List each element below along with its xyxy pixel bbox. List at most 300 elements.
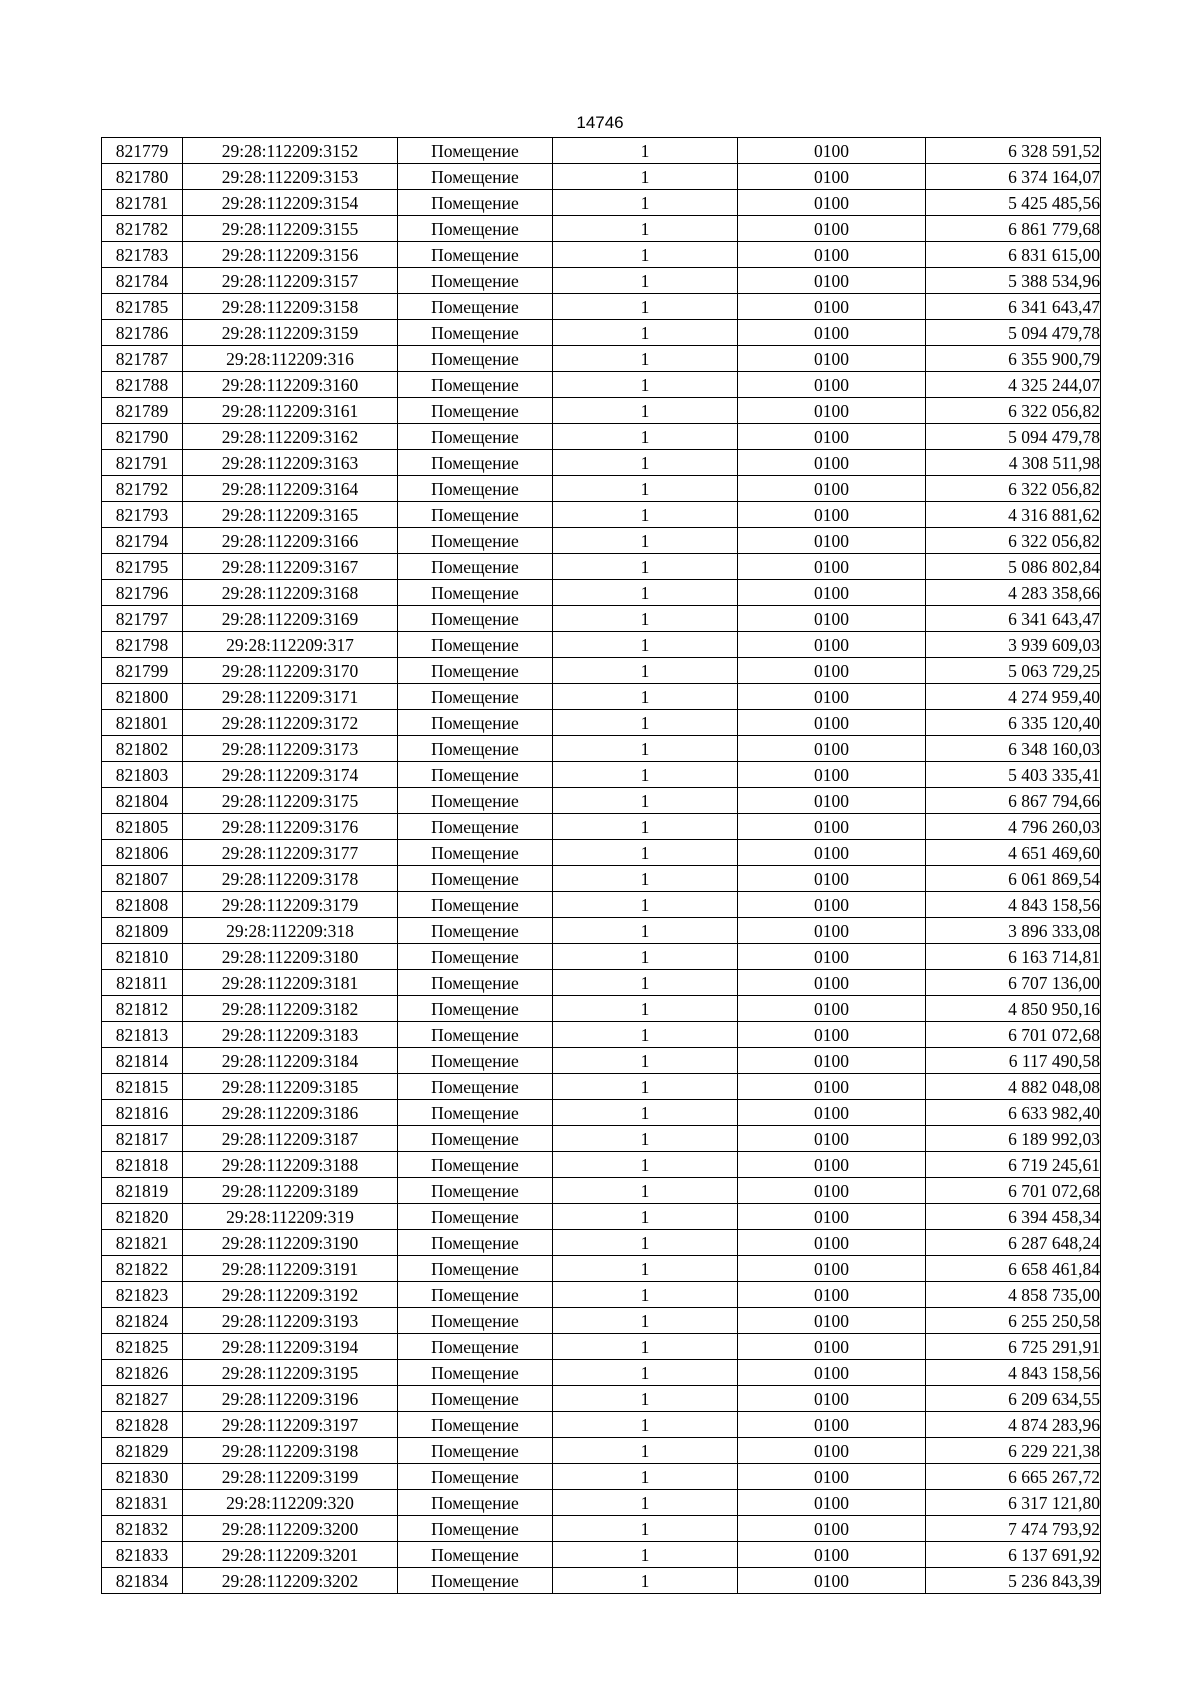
value-cell: 6 341 643,47 — [926, 606, 1101, 632]
code-cell: 0100 — [738, 996, 926, 1022]
cadastral-number-cell: 29:28:112209:3169 — [183, 606, 398, 632]
cadastral-number-cell: 29:28:112209:3195 — [183, 1360, 398, 1386]
row-number-cell: 821830 — [102, 1464, 183, 1490]
table-row — [102, 1568, 1101, 1594]
row-number-cell: 821803 — [102, 762, 183, 788]
value-cell: 6 701 072,68 — [926, 1178, 1101, 1204]
cadastral-number-cell: 29:28:112209:3189 — [183, 1178, 398, 1204]
value-cell: 6 287 648,24 — [926, 1230, 1101, 1256]
table-row — [102, 450, 1101, 476]
cadastral-number-cell: 29:28:112209:3177 — [183, 840, 398, 866]
row-number-cell: 821799 — [102, 658, 183, 684]
row-number-cell: 821780 — [102, 164, 183, 190]
row-number-cell: 821825 — [102, 1334, 183, 1360]
object-type-cell: Помещение — [398, 1542, 553, 1568]
value-cell: 6 322 056,82 — [926, 528, 1101, 554]
object-type-cell: Помещение — [398, 1282, 553, 1308]
quantity-cell: 1 — [553, 736, 738, 762]
code-cell: 0100 — [738, 216, 926, 242]
table-row — [102, 554, 1101, 580]
quantity-cell: 1 — [553, 580, 738, 606]
row-number-cell: 821821 — [102, 1230, 183, 1256]
object-type-cell: Помещение — [398, 1308, 553, 1334]
code-cell: 0100 — [738, 346, 926, 372]
cadastral-number-cell: 29:28:112209:3166 — [183, 528, 398, 554]
quantity-cell: 1 — [553, 684, 738, 710]
object-type-cell: Помещение — [398, 268, 553, 294]
table-row — [102, 1100, 1101, 1126]
value-cell: 5 094 479,78 — [926, 320, 1101, 346]
row-number-cell: 821796 — [102, 580, 183, 606]
row-number-cell: 821813 — [102, 1022, 183, 1048]
registry-table-body — [102, 138, 1101, 1594]
quantity-cell: 1 — [553, 996, 738, 1022]
code-cell: 0100 — [738, 580, 926, 606]
quantity-cell: 1 — [553, 528, 738, 554]
value-cell: 6 633 982,40 — [926, 1100, 1101, 1126]
row-number-cell: 821806 — [102, 840, 183, 866]
value-cell: 5 086 802,84 — [926, 554, 1101, 580]
object-type-cell: Помещение — [398, 450, 553, 476]
table-row — [102, 658, 1101, 684]
code-cell: 0100 — [738, 502, 926, 528]
object-type-cell: Помещение — [398, 1568, 553, 1594]
value-cell: 6 701 072,68 — [926, 1022, 1101, 1048]
code-cell: 0100 — [738, 762, 926, 788]
row-number-cell: 821788 — [102, 372, 183, 398]
quantity-cell: 1 — [553, 710, 738, 736]
table-row — [102, 528, 1101, 554]
value-cell: 7 474 793,92 — [926, 1516, 1101, 1542]
code-cell: 0100 — [738, 892, 926, 918]
table-row — [102, 684, 1101, 710]
object-type-cell: Помещение — [398, 710, 553, 736]
cadastral-number-cell: 29:28:112209:3200 — [183, 1516, 398, 1542]
quantity-cell: 1 — [553, 814, 738, 840]
value-cell: 4 843 158,56 — [926, 892, 1101, 918]
code-cell: 0100 — [738, 684, 926, 710]
code-cell: 0100 — [738, 1438, 926, 1464]
row-number-cell: 821805 — [102, 814, 183, 840]
quantity-cell: 1 — [553, 554, 738, 580]
object-type-cell: Помещение — [398, 762, 553, 788]
row-number-cell: 821790 — [102, 424, 183, 450]
cadastral-number-cell: 29:28:112209:3158 — [183, 294, 398, 320]
row-number-cell: 821828 — [102, 1412, 183, 1438]
value-cell: 6 163 714,81 — [926, 944, 1101, 970]
code-cell: 0100 — [738, 1334, 926, 1360]
quantity-cell: 1 — [553, 632, 738, 658]
cadastral-number-cell: 29:28:112209:3153 — [183, 164, 398, 190]
row-number-cell: 821793 — [102, 502, 183, 528]
table-row — [102, 502, 1101, 528]
table-row — [102, 1022, 1101, 1048]
code-cell: 0100 — [738, 1204, 926, 1230]
object-type-cell: Помещение — [398, 1100, 553, 1126]
code-cell: 0100 — [738, 788, 926, 814]
row-number-cell: 821782 — [102, 216, 183, 242]
value-cell: 6 394 458,34 — [926, 1204, 1101, 1230]
table-row — [102, 1048, 1101, 1074]
cadastral-number-cell: 29:28:112209:3187 — [183, 1126, 398, 1152]
table-row — [102, 268, 1101, 294]
value-cell: 6 374 164,07 — [926, 164, 1101, 190]
quantity-cell: 1 — [553, 424, 738, 450]
row-number-cell: 821823 — [102, 1282, 183, 1308]
cadastral-number-cell: 29:28:112209:3155 — [183, 216, 398, 242]
cadastral-number-cell: 29:28:112209:317 — [183, 632, 398, 658]
quantity-cell: 1 — [553, 1386, 738, 1412]
cadastral-number-cell: 29:28:112209:3154 — [183, 190, 398, 216]
row-number-cell: 821826 — [102, 1360, 183, 1386]
cadastral-number-cell: 29:28:112209:3168 — [183, 580, 398, 606]
row-number-cell: 821804 — [102, 788, 183, 814]
table-row — [102, 1360, 1101, 1386]
table-row — [102, 1516, 1101, 1542]
cadastral-number-cell: 29:28:112209:3182 — [183, 996, 398, 1022]
quantity-cell: 1 — [553, 190, 738, 216]
object-type-cell: Помещение — [398, 372, 553, 398]
code-cell: 0100 — [738, 606, 926, 632]
table-row — [102, 294, 1101, 320]
table-row — [102, 1386, 1101, 1412]
object-type-cell: Помещение — [398, 1126, 553, 1152]
value-cell: 5 388 534,96 — [926, 268, 1101, 294]
cadastral-number-cell: 29:28:112209:3188 — [183, 1152, 398, 1178]
cadastral-number-cell: 29:28:112209:3178 — [183, 866, 398, 892]
row-number-cell: 821795 — [102, 554, 183, 580]
object-type-cell: Помещение — [398, 294, 553, 320]
value-cell: 4 283 358,66 — [926, 580, 1101, 606]
object-type-cell: Помещение — [398, 502, 553, 528]
cadastral-number-cell: 29:28:112209:3171 — [183, 684, 398, 710]
object-type-cell: Помещение — [398, 398, 553, 424]
value-cell: 3 896 333,08 — [926, 918, 1101, 944]
quantity-cell: 1 — [553, 866, 738, 892]
cadastral-number-cell: 29:28:112209:3156 — [183, 242, 398, 268]
quantity-cell: 1 — [553, 944, 738, 970]
row-number-cell: 821785 — [102, 294, 183, 320]
cadastral-number-cell: 29:28:112209:316 — [183, 346, 398, 372]
object-type-cell: Помещение — [398, 918, 553, 944]
value-cell: 6 255 250,58 — [926, 1308, 1101, 1334]
table-row — [102, 996, 1101, 1022]
quantity-cell: 1 — [553, 1334, 738, 1360]
table-row — [102, 1204, 1101, 1230]
quantity-cell: 1 — [553, 788, 738, 814]
quantity-cell: 1 — [553, 294, 738, 320]
table-row — [102, 476, 1101, 502]
code-cell: 0100 — [738, 1412, 926, 1438]
code-cell: 0100 — [738, 632, 926, 658]
quantity-cell: 1 — [553, 1230, 738, 1256]
value-cell: 6 061 869,54 — [926, 866, 1101, 892]
quantity-cell: 1 — [553, 1048, 738, 1074]
value-cell: 4 651 469,60 — [926, 840, 1101, 866]
quantity-cell: 1 — [553, 1568, 738, 1594]
object-type-cell: Помещение — [398, 606, 553, 632]
cadastral-number-cell: 29:28:112209:3190 — [183, 1230, 398, 1256]
object-type-cell: Помещение — [398, 632, 553, 658]
cadastral-number-cell: 29:28:112209:320 — [183, 1490, 398, 1516]
quantity-cell: 1 — [553, 762, 738, 788]
value-cell: 4 316 881,62 — [926, 502, 1101, 528]
quantity-cell: 1 — [553, 1438, 738, 1464]
cadastral-number-cell: 29:28:112209:3191 — [183, 1256, 398, 1282]
code-cell: 0100 — [738, 476, 926, 502]
quantity-cell: 1 — [553, 1022, 738, 1048]
quantity-cell: 1 — [553, 372, 738, 398]
cadastral-number-cell: 29:28:112209:3194 — [183, 1334, 398, 1360]
quantity-cell: 1 — [553, 1516, 738, 1542]
code-cell: 0100 — [738, 1152, 926, 1178]
object-type-cell: Помещение — [398, 788, 553, 814]
value-cell: 4 796 260,03 — [926, 814, 1101, 840]
quantity-cell: 1 — [553, 320, 738, 346]
cadastral-number-cell: 29:28:112209:3192 — [183, 1282, 398, 1308]
code-cell: 0100 — [738, 1022, 926, 1048]
table-row — [102, 164, 1101, 190]
cadastral-number-cell: 29:28:112209:3162 — [183, 424, 398, 450]
quantity-cell: 1 — [553, 476, 738, 502]
code-cell: 0100 — [738, 164, 926, 190]
row-number-cell: 821783 — [102, 242, 183, 268]
value-cell: 4 850 950,16 — [926, 996, 1101, 1022]
value-cell: 5 425 485,56 — [926, 190, 1101, 216]
table-row — [102, 216, 1101, 242]
value-cell: 6 328 591,52 — [926, 138, 1101, 164]
table-row — [102, 632, 1101, 658]
cadastral-number-cell: 29:28:112209:3183 — [183, 1022, 398, 1048]
object-type-cell: Помещение — [398, 216, 553, 242]
object-type-cell: Помещение — [398, 1464, 553, 1490]
table-row — [102, 1308, 1101, 1334]
quantity-cell: 1 — [553, 1282, 738, 1308]
row-number-cell: 821834 — [102, 1568, 183, 1594]
code-cell: 0100 — [738, 918, 926, 944]
quantity-cell: 1 — [553, 1464, 738, 1490]
quantity-cell: 1 — [553, 346, 738, 372]
code-cell: 0100 — [738, 294, 926, 320]
table-row — [102, 242, 1101, 268]
object-type-cell: Помещение — [398, 164, 553, 190]
cadastral-number-cell: 29:28:112209:3180 — [183, 944, 398, 970]
quantity-cell: 1 — [553, 892, 738, 918]
table-row — [102, 1152, 1101, 1178]
row-number-cell: 821812 — [102, 996, 183, 1022]
value-cell: 5 063 729,25 — [926, 658, 1101, 684]
code-cell: 0100 — [738, 658, 926, 684]
quantity-cell: 1 — [553, 1256, 738, 1282]
cadastral-number-cell: 29:28:112209:3170 — [183, 658, 398, 684]
value-cell: 6 725 291,91 — [926, 1334, 1101, 1360]
table-row — [102, 1334, 1101, 1360]
code-cell: 0100 — [738, 710, 926, 736]
value-cell: 5 403 335,41 — [926, 762, 1101, 788]
value-cell: 6 322 056,82 — [926, 398, 1101, 424]
value-cell: 4 882 048,08 — [926, 1074, 1101, 1100]
value-cell: 4 308 511,98 — [926, 450, 1101, 476]
code-cell: 0100 — [738, 1074, 926, 1100]
quantity-cell: 1 — [553, 918, 738, 944]
cadastral-number-cell: 29:28:112209:3179 — [183, 892, 398, 918]
code-cell: 0100 — [738, 1126, 926, 1152]
row-number-cell: 821798 — [102, 632, 183, 658]
code-cell: 0100 — [738, 866, 926, 892]
value-cell: 6 719 245,61 — [926, 1152, 1101, 1178]
code-cell: 0100 — [738, 1256, 926, 1282]
cadastral-number-cell: 29:28:112209:3159 — [183, 320, 398, 346]
quantity-cell: 1 — [553, 840, 738, 866]
object-type-cell: Помещение — [398, 1230, 553, 1256]
value-cell: 5 236 843,39 — [926, 1568, 1101, 1594]
row-number-cell: 821784 — [102, 268, 183, 294]
table-row — [102, 190, 1101, 216]
quantity-cell: 1 — [553, 606, 738, 632]
table-row — [102, 1256, 1101, 1282]
cadastral-number-cell: 29:28:112209:3184 — [183, 1048, 398, 1074]
code-cell: 0100 — [738, 424, 926, 450]
object-type-cell: Помещение — [398, 736, 553, 762]
code-cell: 0100 — [738, 970, 926, 996]
table-row — [102, 372, 1101, 398]
object-type-cell: Помещение — [398, 996, 553, 1022]
cadastral-number-cell: 29:28:112209:3172 — [183, 710, 398, 736]
code-cell: 0100 — [738, 1464, 926, 1490]
row-number-cell: 821791 — [102, 450, 183, 476]
object-type-cell: Помещение — [398, 424, 553, 450]
cadastral-number-cell: 29:28:112209:3176 — [183, 814, 398, 840]
value-cell: 6 189 992,03 — [926, 1126, 1101, 1152]
code-cell: 0100 — [738, 1360, 926, 1386]
table-row — [102, 1126, 1101, 1152]
code-cell: 0100 — [738, 1516, 926, 1542]
cadastral-number-cell: 29:28:112209:3202 — [183, 1568, 398, 1594]
row-number-cell: 821797 — [102, 606, 183, 632]
table-row — [102, 970, 1101, 996]
object-type-cell: Помещение — [398, 658, 553, 684]
cadastral-number-cell: 29:28:112209:3160 — [183, 372, 398, 398]
value-cell: 4 274 959,40 — [926, 684, 1101, 710]
quantity-cell: 1 — [553, 450, 738, 476]
code-cell: 0100 — [738, 1230, 926, 1256]
cadastral-number-cell: 29:28:112209:3157 — [183, 268, 398, 294]
page-number: 14746 — [576, 113, 624, 132]
cadastral-number-cell: 29:28:112209:319 — [183, 1204, 398, 1230]
registry-table — [101, 137, 1101, 1594]
row-number-cell: 821822 — [102, 1256, 183, 1282]
value-cell: 6 831 615,00 — [926, 242, 1101, 268]
quantity-cell: 1 — [553, 1204, 738, 1230]
value-cell: 6 322 056,82 — [926, 476, 1101, 502]
row-number-cell: 821832 — [102, 1516, 183, 1542]
value-cell: 6 665 267,72 — [926, 1464, 1101, 1490]
value-cell: 6 341 643,47 — [926, 294, 1101, 320]
cadastral-number-cell: 29:28:112209:3152 — [183, 138, 398, 164]
object-type-cell: Помещение — [398, 346, 553, 372]
row-number-cell: 821801 — [102, 710, 183, 736]
row-number-cell: 821815 — [102, 1074, 183, 1100]
table-row — [102, 424, 1101, 450]
quantity-cell: 1 — [553, 658, 738, 684]
quantity-cell: 1 — [553, 970, 738, 996]
code-cell: 0100 — [738, 1048, 926, 1074]
quantity-cell: 1 — [553, 502, 738, 528]
code-cell: 0100 — [738, 268, 926, 294]
value-cell: 6 209 634,55 — [926, 1386, 1101, 1412]
cadastral-number-cell: 29:28:112209:3175 — [183, 788, 398, 814]
row-number-cell: 821819 — [102, 1178, 183, 1204]
code-cell: 0100 — [738, 736, 926, 762]
table-row — [102, 1412, 1101, 1438]
quantity-cell: 1 — [553, 1178, 738, 1204]
object-type-cell: Помещение — [398, 528, 553, 554]
object-type-cell: Помещение — [398, 1516, 553, 1542]
table-row — [102, 1178, 1101, 1204]
quantity-cell: 1 — [553, 1412, 738, 1438]
code-cell: 0100 — [738, 1490, 926, 1516]
code-cell: 0100 — [738, 814, 926, 840]
code-cell: 0100 — [738, 450, 926, 476]
row-number-cell: 821786 — [102, 320, 183, 346]
cadastral-number-cell: 29:28:112209:3181 — [183, 970, 398, 996]
code-cell: 0100 — [738, 320, 926, 346]
table-row — [102, 814, 1101, 840]
row-number-cell: 821787 — [102, 346, 183, 372]
code-cell: 0100 — [738, 372, 926, 398]
object-type-cell: Помещение — [398, 1152, 553, 1178]
value-cell: 6 137 691,92 — [926, 1542, 1101, 1568]
value-cell: 3 939 609,03 — [926, 632, 1101, 658]
cadastral-number-cell: 29:28:112209:3165 — [183, 502, 398, 528]
object-type-cell: Помещение — [398, 242, 553, 268]
value-cell: 6 707 136,00 — [926, 970, 1101, 996]
row-number-cell: 821824 — [102, 1308, 183, 1334]
object-type-cell: Помещение — [398, 1412, 553, 1438]
object-type-cell: Помещение — [398, 1022, 553, 1048]
object-type-cell: Помещение — [398, 1074, 553, 1100]
quantity-cell: 1 — [553, 1490, 738, 1516]
table-row — [102, 580, 1101, 606]
object-type-cell: Помещение — [398, 190, 553, 216]
value-cell: 6 867 794,66 — [926, 788, 1101, 814]
quantity-cell: 1 — [553, 1308, 738, 1334]
row-number-cell: 821820 — [102, 1204, 183, 1230]
value-cell: 6 355 900,79 — [926, 346, 1101, 372]
cadastral-number-cell: 29:28:112209:3161 — [183, 398, 398, 424]
row-number-cell: 821827 — [102, 1386, 183, 1412]
row-number-cell: 821808 — [102, 892, 183, 918]
quantity-cell: 1 — [553, 1074, 738, 1100]
value-cell: 6 317 121,80 — [926, 1490, 1101, 1516]
object-type-cell: Помещение — [398, 320, 553, 346]
quantity-cell: 1 — [553, 138, 738, 164]
object-type-cell: Помещение — [398, 1334, 553, 1360]
row-number-cell: 821816 — [102, 1100, 183, 1126]
object-type-cell: Помещение — [398, 840, 553, 866]
row-number-cell: 821810 — [102, 944, 183, 970]
code-cell: 0100 — [738, 190, 926, 216]
cadastral-number-cell: 29:28:112209:3163 — [183, 450, 398, 476]
cadastral-number-cell: 29:28:112209:3196 — [183, 1386, 398, 1412]
object-type-cell: Помещение — [398, 1178, 553, 1204]
row-number-cell: 821792 — [102, 476, 183, 502]
row-number-cell: 821811 — [102, 970, 183, 996]
code-cell: 0100 — [738, 1308, 926, 1334]
row-number-cell: 821829 — [102, 1438, 183, 1464]
code-cell: 0100 — [738, 1100, 926, 1126]
table-row — [102, 788, 1101, 814]
